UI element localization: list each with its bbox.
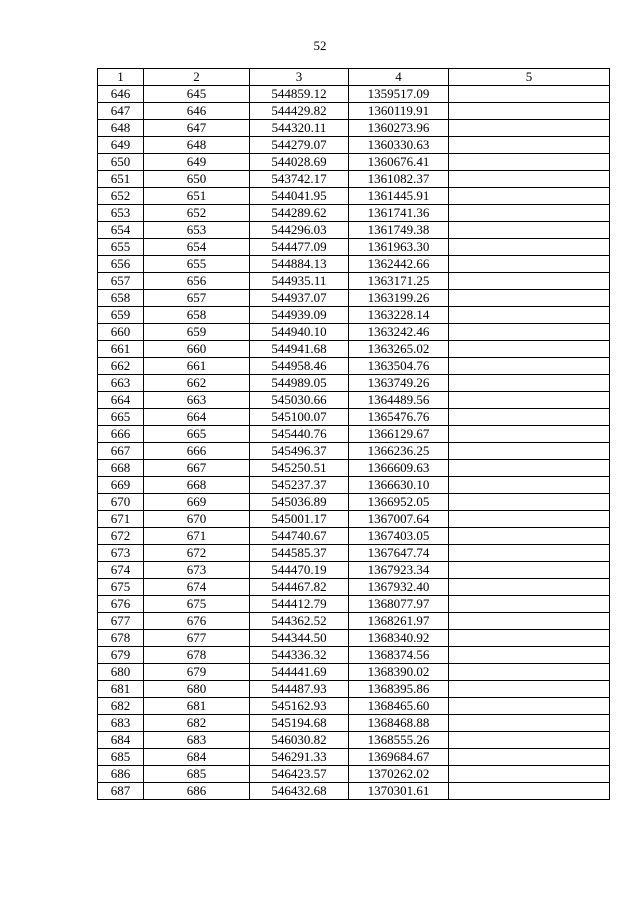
table-cell-col-2: 673 [144, 562, 250, 579]
table-cell-col-2: 645 [144, 86, 250, 103]
table-cell-col-5 [449, 137, 610, 154]
table-cell-col-5 [449, 86, 610, 103]
table-cell-col-1: 648 [98, 120, 144, 137]
table-cell-col-2: 648 [144, 137, 250, 154]
table-cell-col-4: 1368261.97 [349, 613, 449, 630]
table-cell-col-4: 1366129.67 [349, 426, 449, 443]
table-cell-col-3: 543742.17 [250, 171, 349, 188]
table-cell-col-4: 1361445.91 [349, 188, 449, 205]
table-cell-col-3: 544941.68 [250, 341, 349, 358]
table-cell-col-2: 667 [144, 460, 250, 477]
table-cell-col-5 [449, 426, 610, 443]
table-row [98, 647, 610, 664]
table-cell-col-3: 545001.17 [250, 511, 349, 528]
table-cell-col-5 [449, 647, 610, 664]
table-cell-col-1: 687 [98, 783, 144, 800]
table-cell-col-4: 1367923.34 [349, 562, 449, 579]
table-row [98, 766, 610, 783]
table-cell-col-5 [449, 460, 610, 477]
table-cell-col-1: 646 [98, 86, 144, 103]
table-cell-col-2: 651 [144, 188, 250, 205]
table-row [98, 681, 610, 698]
table-cell-col-1: 681 [98, 681, 144, 698]
table-cell-col-1: 654 [98, 222, 144, 239]
table-cell-col-1: 652 [98, 188, 144, 205]
table-cell-col-2: 653 [144, 222, 250, 239]
table-cell-col-1: 677 [98, 613, 144, 630]
table-cell-col-2: 659 [144, 324, 250, 341]
table-row [98, 154, 610, 171]
table-cell-col-1: 682 [98, 698, 144, 715]
table-row [98, 120, 610, 137]
table-cell-col-4: 1363171.25 [349, 273, 449, 290]
table-cell-col-3: 544487.93 [250, 681, 349, 698]
table-body [98, 86, 610, 800]
table-row [98, 290, 610, 307]
table-row [98, 86, 610, 103]
table-row [98, 579, 610, 596]
table-cell-col-1: 676 [98, 596, 144, 613]
table-cell-col-4: 1365476.76 [349, 409, 449, 426]
table-row [98, 460, 610, 477]
table-cell-col-3: 544939.09 [250, 307, 349, 324]
table-cell-col-4: 1368390.02 [349, 664, 449, 681]
table-row [98, 205, 610, 222]
table-cell-col-4: 1363504.76 [349, 358, 449, 375]
table-cell-col-4: 1363242.46 [349, 324, 449, 341]
table-row [98, 239, 610, 256]
table-row [98, 358, 610, 375]
table-cell-col-3: 545030.66 [250, 392, 349, 409]
table-cell-col-2: 661 [144, 358, 250, 375]
table-header-row [98, 69, 610, 86]
table-row [98, 715, 610, 732]
table-cell-col-4: 1363265.02 [349, 341, 449, 358]
table-cell-col-1: 670 [98, 494, 144, 511]
table-cell-col-3: 544467.82 [250, 579, 349, 596]
column-header-4: 4 [349, 69, 449, 86]
table-cell-col-1: 678 [98, 630, 144, 647]
table-cell-col-3: 546432.68 [250, 783, 349, 800]
table-cell-col-4: 1361741.36 [349, 205, 449, 222]
table-cell-col-5 [449, 154, 610, 171]
table-cell-col-2: 655 [144, 256, 250, 273]
table-cell-col-5 [449, 188, 610, 205]
table-cell-col-5 [449, 528, 610, 545]
table-cell-col-3: 545496.37 [250, 443, 349, 460]
table-cell-col-2: 666 [144, 443, 250, 460]
table-cell-col-5 [449, 630, 610, 647]
table-cell-col-5 [449, 698, 610, 715]
table-cell-col-4: 1368468.88 [349, 715, 449, 732]
table-cell-col-2: 680 [144, 681, 250, 698]
table-cell-col-3: 545440.76 [250, 426, 349, 443]
table-cell-col-5 [449, 392, 610, 409]
table-row [98, 188, 610, 205]
table-cell-col-3: 544320.11 [250, 120, 349, 137]
table-cell-col-4: 1360676.41 [349, 154, 449, 171]
table-row [98, 375, 610, 392]
table-cell-col-1: 684 [98, 732, 144, 749]
table-cell-col-3: 545036.89 [250, 494, 349, 511]
table-cell-col-2: 649 [144, 154, 250, 171]
table-cell-col-1: 683 [98, 715, 144, 732]
table-cell-col-1: 651 [98, 171, 144, 188]
table-cell-col-2: 675 [144, 596, 250, 613]
table-cell-col-1: 672 [98, 528, 144, 545]
table-row [98, 545, 610, 562]
table-cell-col-5 [449, 103, 610, 120]
table-cell-col-3: 544344.50 [250, 630, 349, 647]
table-cell-col-1: 661 [98, 341, 144, 358]
table-cell-col-1: 679 [98, 647, 144, 664]
table-cell-col-4: 1368374.56 [349, 647, 449, 664]
table-cell-col-1: 674 [98, 562, 144, 579]
table-cell-col-2: 652 [144, 205, 250, 222]
table-cell-col-1: 650 [98, 154, 144, 171]
table-cell-col-2: 683 [144, 732, 250, 749]
table-cell-col-3: 544477.09 [250, 239, 349, 256]
table-cell-col-1: 657 [98, 273, 144, 290]
table-cell-col-2: 679 [144, 664, 250, 681]
table-cell-col-1: 660 [98, 324, 144, 341]
table-cell-col-1: 666 [98, 426, 144, 443]
table-row [98, 307, 610, 324]
table-row [98, 137, 610, 154]
table-cell-col-2: 684 [144, 749, 250, 766]
table-cell-col-4: 1363199.26 [349, 290, 449, 307]
table-cell-col-4: 1360119.91 [349, 103, 449, 120]
table-cell-col-2: 663 [144, 392, 250, 409]
table-cell-col-5 [449, 715, 610, 732]
table-cell-col-5 [449, 222, 610, 239]
table-row [98, 664, 610, 681]
table-row [98, 409, 610, 426]
table-cell-col-1: 685 [98, 749, 144, 766]
table-cell-col-2: 660 [144, 341, 250, 358]
table-cell-col-1: 655 [98, 239, 144, 256]
table-row [98, 392, 610, 409]
table-cell-col-5 [449, 664, 610, 681]
table-cell-col-5 [449, 120, 610, 137]
table-row [98, 494, 610, 511]
table-cell-col-1: 662 [98, 358, 144, 375]
table-cell-col-2: 654 [144, 239, 250, 256]
table-cell-col-3: 546423.57 [250, 766, 349, 783]
column-header-5: 5 [449, 69, 610, 86]
table-cell-col-4: 1367647.74 [349, 545, 449, 562]
table-cell-col-3: 544958.46 [250, 358, 349, 375]
table-cell-col-2: 685 [144, 766, 250, 783]
table-row [98, 256, 610, 273]
column-header-1: 1 [98, 69, 144, 86]
table-cell-col-3: 546030.82 [250, 732, 349, 749]
table-cell-col-5 [449, 307, 610, 324]
table-cell-col-2: 658 [144, 307, 250, 324]
table-cell-col-1: 669 [98, 477, 144, 494]
table-row [98, 732, 610, 749]
table-cell-col-5 [449, 324, 610, 341]
table-cell-col-5 [449, 205, 610, 222]
table-cell-col-1: 671 [98, 511, 144, 528]
table-cell-col-1: 668 [98, 460, 144, 477]
table-cell-col-3: 544937.07 [250, 290, 349, 307]
table-cell-col-3: 545194.68 [250, 715, 349, 732]
table-cell-col-5 [449, 783, 610, 800]
table-cell-col-4: 1363228.14 [349, 307, 449, 324]
table-cell-col-2: 657 [144, 290, 250, 307]
table-cell-col-1: 680 [98, 664, 144, 681]
table-cell-col-4: 1366236.25 [349, 443, 449, 460]
table-cell-col-3: 545100.07 [250, 409, 349, 426]
table-cell-col-4: 1368077.97 [349, 596, 449, 613]
table-cell-col-3: 544296.03 [250, 222, 349, 239]
table-cell-col-4: 1362442.66 [349, 256, 449, 273]
table-cell-col-5 [449, 766, 610, 783]
table-cell-col-5 [449, 681, 610, 698]
table-row [98, 783, 610, 800]
table-cell-col-5 [449, 375, 610, 392]
table-cell-col-3: 544884.13 [250, 256, 349, 273]
table-cell-col-4: 1366952.05 [349, 494, 449, 511]
table-cell-col-2: 676 [144, 613, 250, 630]
table-cell-col-1: 667 [98, 443, 144, 460]
table-cell-col-1: 675 [98, 579, 144, 596]
table-cell-col-2: 677 [144, 630, 250, 647]
table-cell-col-3: 544585.37 [250, 545, 349, 562]
table-cell-col-5 [449, 409, 610, 426]
table-row [98, 613, 610, 630]
table-cell-col-4: 1359517.09 [349, 86, 449, 103]
table-cell-col-3: 544441.69 [250, 664, 349, 681]
table-cell-col-5 [449, 256, 610, 273]
table-cell-col-3: 544362.52 [250, 613, 349, 630]
column-header-3: 3 [250, 69, 349, 86]
table-row [98, 596, 610, 613]
table-cell-col-2: 674 [144, 579, 250, 596]
table-row [98, 426, 610, 443]
table-cell-col-3: 544989.05 [250, 375, 349, 392]
table-cell-col-1: 653 [98, 205, 144, 222]
table-cell-col-5 [449, 358, 610, 375]
table-cell-col-4: 1370262.02 [349, 766, 449, 783]
table-cell-col-5 [449, 511, 610, 528]
table-cell-col-2: 668 [144, 477, 250, 494]
table-cell-col-4: 1360273.96 [349, 120, 449, 137]
table-cell-col-5 [449, 171, 610, 188]
table-cell-col-3: 544470.19 [250, 562, 349, 579]
table-cell-col-5 [449, 477, 610, 494]
table-cell-col-1: 663 [98, 375, 144, 392]
table-cell-col-3: 544028.69 [250, 154, 349, 171]
table-cell-col-3: 545237.37 [250, 477, 349, 494]
table-cell-col-2: 672 [144, 545, 250, 562]
table-row [98, 171, 610, 188]
table-cell-col-4: 1361749.38 [349, 222, 449, 239]
table-cell-col-4: 1367932.40 [349, 579, 449, 596]
table-cell-col-3: 544429.82 [250, 103, 349, 120]
table-cell-col-1: 647 [98, 103, 144, 120]
table-cell-col-5 [449, 273, 610, 290]
table-cell-col-4: 1368555.26 [349, 732, 449, 749]
table-cell-col-1: 686 [98, 766, 144, 783]
table-cell-col-3: 544412.79 [250, 596, 349, 613]
table-cell-col-4: 1368465.60 [349, 698, 449, 715]
table-row [98, 341, 610, 358]
table-cell-col-4: 1367007.64 [349, 511, 449, 528]
table-cell-col-1: 656 [98, 256, 144, 273]
table-row [98, 443, 610, 460]
table-row [98, 511, 610, 528]
table-cell-col-2: 656 [144, 273, 250, 290]
table-cell-col-3: 546291.33 [250, 749, 349, 766]
table-cell-col-2: 662 [144, 375, 250, 392]
table-cell-col-3: 544279.07 [250, 137, 349, 154]
table-cell-col-4: 1364489.56 [349, 392, 449, 409]
table-cell-col-1: 664 [98, 392, 144, 409]
table-cell-col-2: 665 [144, 426, 250, 443]
table-cell-col-5 [449, 341, 610, 358]
table-cell-col-4: 1368340.92 [349, 630, 449, 647]
table-cell-col-3: 545250.51 [250, 460, 349, 477]
table-row [98, 562, 610, 579]
table-cell-col-1: 665 [98, 409, 144, 426]
table-cell-col-4: 1368395.86 [349, 681, 449, 698]
table-cell-col-3: 545162.93 [250, 698, 349, 715]
table-cell-col-2: 671 [144, 528, 250, 545]
table-cell-col-3: 544740.67 [250, 528, 349, 545]
table-cell-col-5 [449, 545, 610, 562]
table-row [98, 324, 610, 341]
table-cell-col-4: 1369684.67 [349, 749, 449, 766]
table-cell-col-1: 658 [98, 290, 144, 307]
table-cell-col-4: 1361963.30 [349, 239, 449, 256]
table-cell-col-3: 544859.12 [250, 86, 349, 103]
table-cell-col-2: 647 [144, 120, 250, 137]
table-cell-col-1: 673 [98, 545, 144, 562]
table-cell-col-1: 659 [98, 307, 144, 324]
table-cell-col-5 [449, 494, 610, 511]
table-cell-col-4: 1360330.63 [349, 137, 449, 154]
table-cell-col-5 [449, 290, 610, 307]
table-cell-col-2: 646 [144, 103, 250, 120]
table-cell-col-5 [449, 562, 610, 579]
table-row [98, 630, 610, 647]
table-cell-col-2: 681 [144, 698, 250, 715]
table-row [98, 103, 610, 120]
table-cell-col-5 [449, 579, 610, 596]
table-cell-col-2: 682 [144, 715, 250, 732]
coordinates-table [97, 68, 610, 800]
table-cell-col-4: 1361082.37 [349, 171, 449, 188]
table-cell-col-2: 678 [144, 647, 250, 664]
table-row [98, 749, 610, 766]
table-cell-col-4: 1370301.61 [349, 783, 449, 800]
table-cell-col-5 [449, 732, 610, 749]
table-cell-col-3: 544935.11 [250, 273, 349, 290]
table-cell-col-4: 1366630.10 [349, 477, 449, 494]
column-header-2: 2 [144, 69, 250, 86]
table-cell-col-3: 544336.32 [250, 647, 349, 664]
table-cell-col-2: 650 [144, 171, 250, 188]
table-cell-col-2: 670 [144, 511, 250, 528]
table-row [98, 273, 610, 290]
table-cell-col-3: 544041.95 [250, 188, 349, 205]
table-cell-col-5 [449, 749, 610, 766]
table-row [98, 698, 610, 715]
table-cell-col-5 [449, 596, 610, 613]
table-cell-col-3: 544289.62 [250, 205, 349, 222]
table-cell-col-3: 544940.10 [250, 324, 349, 341]
table-row [98, 222, 610, 239]
table-cell-col-4: 1367403.05 [349, 528, 449, 545]
table-cell-col-5 [449, 239, 610, 256]
table-cell-col-5 [449, 443, 610, 460]
table-cell-col-4: 1366609.63 [349, 460, 449, 477]
table-row [98, 528, 610, 545]
table-row [98, 477, 610, 494]
table-cell-col-5 [449, 613, 610, 630]
page-number: 52 [313, 38, 327, 53]
table-cell-col-2: 686 [144, 783, 250, 800]
table-cell-col-2: 669 [144, 494, 250, 511]
table-cell-col-4: 1363749.26 [349, 375, 449, 392]
table-cell-col-2: 664 [144, 409, 250, 426]
table-cell-col-1: 649 [98, 137, 144, 154]
